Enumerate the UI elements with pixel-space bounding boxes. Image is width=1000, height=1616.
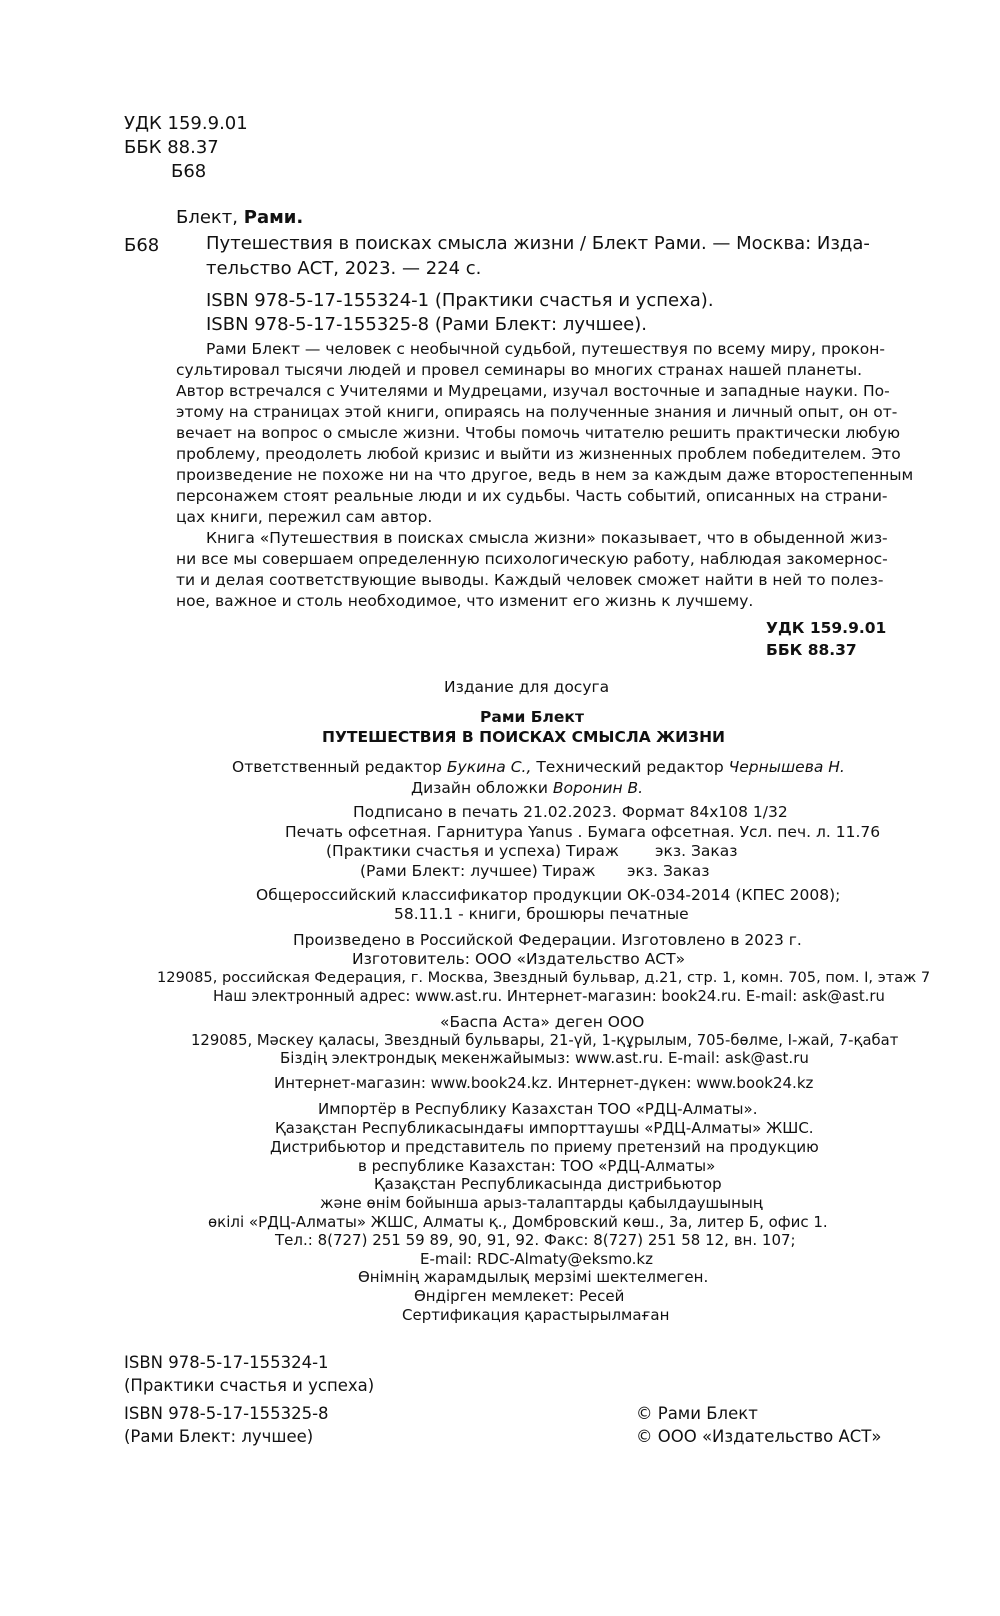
biblio-title-line-2: тельство АСТ, 2023. — 224 с.: [206, 258, 482, 279]
run-series-2-tail: экз. Заказ: [627, 862, 710, 880]
annotation-line: персонажем стоят реальные люди и их судьбы. Часть событий, описанных на страни-: [176, 487, 888, 505]
annotation-line: ное, важное и столь необходимое, что изменит его жизнь к лучшему.: [176, 592, 754, 610]
importer-line-1: Импортёр в Республику Казахстан ТОО «РДЦ-Алматы».: [318, 1100, 758, 1118]
made-line-3: 129085, российская Федерация, г. Москва, Звездный бульвар, д.21, стр. 1, комн. 705, пом. I, этаж 7: [157, 969, 931, 986]
annotation-bbk: ББК 88.37: [766, 641, 857, 659]
signed-to-print: Подписано в печать 21.02.2023. Формат 84х108 1/32: [353, 803, 788, 821]
footer-isbn-2: ISBN 978-5-17-155325-8: [124, 1404, 329, 1423]
kz-line-3: Біздің электрондық мекенжайымыз: www.ast.ru. E-mail: ask@ast.ru: [280, 1049, 809, 1067]
importer-line-4: в республике Казахстан: ТОО «РДЦ-Алматы»: [358, 1157, 716, 1175]
importer-line-8: Тел.: 8(727) 251 59 89, 90, 91, 92. Факс: 8(727) 251 58 12, вн. 107;: [275, 1231, 796, 1249]
classifier-line-1: Общероссийский классификатор продукции ОК-034-2014 (КПЕС 2008);: [256, 886, 841, 904]
imprint-title: ПУТЕШЕСТВИЯ В ПОИСКАХ СМЫСЛА ЖИЗНИ: [322, 728, 726, 746]
cover-design-name: Воронин В.: [552, 779, 644, 797]
tech-editor-label: Технический редактор: [536, 758, 724, 776]
annotation-line: произведение не похоже ни на что другое, ведь в нем за каждым даже второстепенным: [176, 466, 914, 484]
annotation-line: Автор встречался с Учителями и Мудрецами, изучал восточные и западные науки. По-: [176, 382, 890, 400]
footer-isbn-1-series: (Практики счастья и успеха): [124, 1376, 375, 1395]
annotation-line: проблему, преодолеть любой кризис и выйти из жизненных проблем победителем. Это: [176, 445, 901, 463]
importer-line-3: Дистрибьютор и представитель по приему претензий на продукцию: [270, 1138, 819, 1156]
annotation-line: сультировал тысячи людей и провел семинары во многих странах нашей планеты.: [176, 361, 863, 379]
annotation-udk: УДК 159.9.01: [766, 619, 887, 637]
udk-code: УДК 159.9.01: [124, 113, 248, 134]
annotation-line: вечает на вопрос о смысле жизни. Чтобы помочь читателю решить практически любую: [176, 424, 901, 442]
side-author-mark: Б68: [124, 235, 160, 256]
footer-isbn-1: ISBN 978-5-17-155324-1: [124, 1353, 329, 1372]
kz-line-2: 129085, Мәскеу қаласы, Звездный бульвары, 21-үй, 1-құрылым, 705-бөлме, I-жай, 7-қабат: [191, 1032, 899, 1049]
kz-line-4: Интернет-магазин: www.book24.kz. Интернет-дүкен: www.book24.kz: [274, 1074, 814, 1092]
classifier-line-2: 58.11.1 - книги, брошюры печатные: [394, 905, 689, 923]
tech-editor-name: Чернышева Н.: [728, 758, 845, 776]
author-last-name: Блект,: [176, 207, 239, 228]
author-first-name: Рами.: [243, 207, 304, 228]
importer-line-10: Өнімнің жарамдылық мерзімі шектелмеген.: [358, 1268, 709, 1286]
biblio-isbn-2: ISBN 978-5-17-155325-8 (Рами Блект: лучшее).: [206, 314, 647, 335]
importer-line-11: Өндірген мемлекет: Ресей: [414, 1287, 625, 1305]
importer-line-7: өкілі «РДЦ-Алматы» ЖШС, Алматы қ., Домбровский көш., 3а, литер Б, офис 1.: [208, 1213, 828, 1231]
edition-type: Издание для досуга: [444, 678, 610, 696]
print-info: Печать офсетная. Гарнитура Yanus . Бумага офсетная. Усл. печ. л. 11.76: [285, 823, 881, 841]
made-line-1: Произведено в Российской Федерации. Изготовлено в 2023 г.: [293, 931, 802, 949]
importer-line-12: Сертификация қарастырылмаған: [402, 1306, 670, 1324]
run-series-2: (Рами Блект: лучшее) Тираж: [360, 862, 596, 880]
importer-line-2: Қазақстан Республикасындағы импорттаушы «РДЦ-Алматы» ЖШС.: [275, 1119, 814, 1137]
importer-line-5: Қазақстан Республикасында дистрибьютор: [374, 1175, 722, 1193]
cover-design-label: Дизайн обложки: [411, 779, 548, 797]
made-line-2: Изготовитель: ООО «Издательство АСТ»: [352, 950, 686, 968]
run-series-1: (Практики счастья и успеха) Тираж: [326, 842, 619, 860]
copyright-publisher: © ООО «Издательство АСТ»: [636, 1427, 882, 1446]
kz-line-1: «Баспа Аста» деген ООО: [440, 1013, 645, 1031]
imprint-author: Рами Блект: [480, 708, 584, 726]
run-series-1-tail: экз. Заказ: [655, 842, 738, 860]
editor-label: Ответственный редактор: [232, 758, 442, 776]
copyright-author: © Рами Блект: [636, 1404, 758, 1423]
editors-line: [232, 757, 845, 778]
bbk-code: ББК 88.37: [124, 137, 219, 158]
annotation-line: цах книги, пережил сам автор.: [176, 508, 433, 526]
importer-line-6: және өнім бойынша арыз-талаптарды қабылдаушының: [320, 1194, 763, 1212]
biblio-title-line-1: Путешествия в поисках смысла жизни / Блект Рами. — Москва: Изда-: [206, 233, 870, 254]
annotation-line: ни все мы совершаем определенную психологическую работу, наблюдая закомернос-: [176, 550, 888, 568]
annotation-line: этому на страницах этой книги, опираясь на полученные знания и личный опыт, он от-: [176, 403, 898, 421]
annotation-line: ти и делая соответствующие выводы. Каждый человек сможет найти в ней то полез-: [176, 571, 884, 589]
annotation-line: Рами Блект — человек с необычной судьбой, путешествуя по всему миру, прокон-: [206, 340, 885, 358]
cover-design-line: [411, 778, 643, 799]
annotation-line: Книга «Путешествия в поисках смысла жизни» показывает, что в обыденной жиз-: [206, 529, 888, 547]
author-mark: Б68: [171, 161, 207, 182]
importer-line-9: E-mail: RDC-Almaty@eksmo.kz: [420, 1250, 653, 1268]
footer-isbn-2-series: (Рами Блект: лучшее): [124, 1427, 314, 1446]
biblio-isbn-1: ISBN 978-5-17-155324-1 (Практики счастья и успеха).: [206, 290, 714, 311]
editor-name: Букина С.,: [446, 758, 532, 776]
author-heading: [176, 206, 303, 230]
made-line-4: Наш электронный адрес: www.ast.ru. Интернет-магазин: book24.ru. E-mail: ask@ast.ru: [213, 988, 885, 1005]
